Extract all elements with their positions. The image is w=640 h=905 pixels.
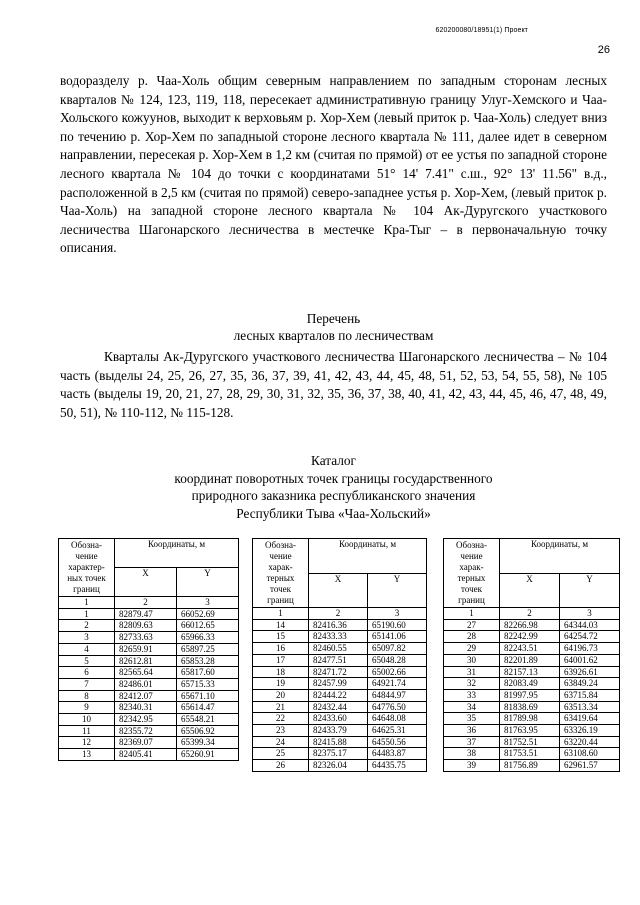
- y-coordinate: 66052.69: [177, 608, 239, 620]
- x-coordinate: 82733.63: [115, 632, 177, 644]
- header-label-line: границ: [458, 595, 485, 605]
- table-row: [253, 713, 427, 725]
- table-row: [444, 736, 620, 748]
- point-designation-header: [444, 539, 500, 608]
- table-row: [59, 643, 239, 655]
- table-row: [59, 678, 239, 690]
- point-designation-header: [253, 539, 309, 608]
- x-coordinate: 82486.01: [115, 678, 177, 690]
- y-coordinate: 64921.74: [368, 678, 427, 690]
- x-coordinate: 82659.91: [115, 643, 177, 655]
- table-row: [444, 725, 620, 737]
- x-coordinate: 81789.98: [500, 713, 560, 725]
- y-header: Y: [368, 573, 427, 608]
- heading-line: лесных кварталов по лесничествам: [233, 328, 434, 343]
- point-number: 5: [59, 655, 115, 667]
- y-header: Y: [177, 568, 239, 597]
- x-coordinate: 82405.41: [115, 749, 177, 761]
- point-number: 16: [253, 643, 309, 655]
- point-number: 10: [59, 714, 115, 726]
- y-coordinate: 63513.34: [560, 701, 620, 713]
- point-number: 37: [444, 736, 500, 748]
- point-number: 28: [444, 631, 500, 643]
- point-number: 22: [253, 713, 309, 725]
- y-coordinate: 64001.62: [560, 654, 620, 666]
- header-label-line: чение: [75, 551, 98, 561]
- table-row: [444, 678, 620, 690]
- y-coordinate: 65048.28: [368, 654, 427, 666]
- point-number: 26: [253, 760, 309, 772]
- x-coordinate: 82242.99: [500, 631, 560, 643]
- point-number: 34: [444, 701, 500, 713]
- y-coordinate: 64625.31: [368, 725, 427, 737]
- y-coordinate: 62961.57: [560, 760, 620, 772]
- x-coordinate: 81753.51: [500, 748, 560, 760]
- table-row: [59, 655, 239, 667]
- point-number: 32: [444, 678, 500, 690]
- column-index-cell: 2: [115, 597, 177, 609]
- table-row: [253, 748, 427, 760]
- point-number: 38: [444, 748, 500, 760]
- point-number: 1: [59, 608, 115, 620]
- coordinates-table-1: [58, 538, 239, 761]
- y-coordinate: 64844.97: [368, 689, 427, 701]
- table-row: [444, 760, 620, 772]
- point-number: 21: [253, 701, 309, 713]
- y-coordinate: 65260.91: [177, 749, 239, 761]
- table-row: [59, 714, 239, 726]
- table-header-row: [444, 539, 620, 574]
- heading-line: Перечень: [306, 311, 361, 326]
- x-header: X: [115, 568, 177, 597]
- quarters-list-heading: [60, 310, 607, 344]
- point-number: 3: [59, 632, 115, 644]
- y-coordinate: 63849.24: [560, 678, 620, 690]
- table-row: [59, 608, 239, 620]
- table-row: [253, 678, 427, 690]
- table-row: [444, 643, 620, 655]
- table-row: [253, 619, 427, 631]
- table-header-row: [59, 539, 239, 568]
- x-coordinate: 82809.63: [115, 620, 177, 632]
- point-number: 24: [253, 736, 309, 748]
- point-number: 39: [444, 760, 500, 772]
- coordinates-header: Координаты, м: [309, 539, 427, 574]
- header-label-line: ных точек: [67, 573, 106, 583]
- y-coordinate: 65671.10: [177, 690, 239, 702]
- header-label-line: Обозна-: [265, 540, 296, 550]
- column-index-row: [59, 597, 239, 609]
- table-row: [253, 725, 427, 737]
- table-row: [253, 643, 427, 655]
- column-index-cell: 1: [444, 608, 500, 620]
- table-row: [59, 749, 239, 761]
- table-row: [444, 654, 620, 666]
- point-number: 4: [59, 643, 115, 655]
- y-coordinate: 65817.60: [177, 667, 239, 679]
- heading-line: Каталог: [311, 453, 356, 468]
- boundary-description-paragraph: водоразделу р. Чаа-Холь общим северным направлением по западным сторонам лесных кварталов № 124, 123, 119, 118, пересекает административную границу Улуг-Хемского и Чаа-Хольского кожуунов, выходит к верховьям р. Хор-Хем (левый приток р. Чаа-Холь) следует вниз по течению р. Хор-Хем по западныой стороне лесного квартала № 111, далее идет в северном направлении, пересекая р. Хор-Хем в 1,2 км (считая по прямой) от ее устья по западной стороне лесного квартала № 104 до точки с координатами 51° 14' 7.41" с.ш., 92° 13' 11.56" в.д., расположенной в 2,5 км (считая по прямой) северо-западнее устья р. Хор-Хем, (левый приток р. Чаа-Холь) на западной стороне лесного квартала № 104 Ак-Дуругского участкового лесничества Шагонарского лесничества в местечке Кра-Тыг – в первоначальную точку описания.: [60, 73, 607, 256]
- y-coordinate: 64254.72: [560, 631, 620, 643]
- point-number: 23: [253, 725, 309, 737]
- table-row: [59, 632, 239, 644]
- y-coordinate: 65614.47: [177, 702, 239, 714]
- x-coordinate: 82201.89: [500, 654, 560, 666]
- x-coordinate: 81756.89: [500, 760, 560, 772]
- point-number: 33: [444, 689, 500, 701]
- table-row: [253, 631, 427, 643]
- coordinates-header: Координаты, м: [500, 539, 620, 574]
- table-row: [59, 620, 239, 632]
- point-number: 30: [444, 654, 500, 666]
- x-header: X: [309, 573, 368, 608]
- column-index-row: [253, 608, 427, 620]
- y-coordinate: 66012.65: [177, 620, 239, 632]
- heading-line: координат поворотных точек границы государственного: [174, 470, 493, 486]
- x-coordinate: 82477.51: [309, 654, 368, 666]
- point-number: 29: [444, 643, 500, 655]
- x-coordinate: 82415.88: [309, 736, 368, 748]
- table-row: [253, 760, 427, 772]
- x-coordinate: 82457.99: [309, 678, 368, 690]
- x-coordinate: 82444.22: [309, 689, 368, 701]
- y-coordinate: 64648.08: [368, 713, 427, 725]
- x-coordinate: 82355.72: [115, 725, 177, 737]
- table-row: [444, 748, 620, 760]
- table-row: [59, 667, 239, 679]
- header-label-line: терных: [457, 573, 486, 583]
- x-coordinate: 82565.64: [115, 667, 177, 679]
- x-coordinate: 82416.36: [309, 619, 368, 631]
- y-coordinate: 64550.56: [368, 736, 427, 748]
- y-coordinate: 63108.60: [560, 748, 620, 760]
- x-coordinate: 82266.98: [500, 619, 560, 631]
- column-index-row: [444, 608, 620, 620]
- y-coordinate: 65548.21: [177, 714, 239, 726]
- x-coordinate: 82340.31: [115, 702, 177, 714]
- point-number: 13: [59, 749, 115, 761]
- point-number: 6: [59, 667, 115, 679]
- x-coordinate: 82433.33: [309, 631, 368, 643]
- y-coordinate: 65506.92: [177, 725, 239, 737]
- point-number: 18: [253, 666, 309, 678]
- point-number: 31: [444, 666, 500, 678]
- coordinates-table-2: [252, 538, 427, 772]
- header-label-line: чение: [460, 551, 483, 561]
- point-number: 36: [444, 725, 500, 737]
- x-coordinate: 81763.95: [500, 725, 560, 737]
- table-row: [253, 666, 427, 678]
- column-index-cell: 1: [59, 597, 115, 609]
- x-coordinate: 82083.49: [500, 678, 560, 690]
- x-coordinate: 82157.13: [500, 666, 560, 678]
- table-row: [444, 689, 620, 701]
- y-coordinate: 65190.60: [368, 619, 427, 631]
- x-coordinate: 82375.17: [309, 748, 368, 760]
- column-index-cell: 2: [500, 608, 560, 620]
- x-header: X: [500, 573, 560, 608]
- x-coordinate: 81838.69: [500, 701, 560, 713]
- table-row: [253, 654, 427, 666]
- x-coordinate: 82612.81: [115, 655, 177, 667]
- header-label-line: харак-: [268, 562, 293, 572]
- point-number: 20: [253, 689, 309, 701]
- y-coordinate: 65966.33: [177, 632, 239, 644]
- document-id: 620200080/18951(1) Проект: [435, 27, 528, 34]
- column-index-cell: 3: [177, 597, 239, 609]
- column-index-cell: 3: [368, 608, 427, 620]
- y-coordinate: 65399.34: [177, 737, 239, 749]
- column-index-cell: 1: [253, 608, 309, 620]
- point-number: 7: [59, 678, 115, 690]
- table-row: [59, 737, 239, 749]
- y-coordinate: 64483.87: [368, 748, 427, 760]
- x-coordinate: 82460.55: [309, 643, 368, 655]
- y-coordinate: 64435.75: [368, 760, 427, 772]
- column-index-cell: 3: [560, 608, 620, 620]
- table-row: [444, 713, 620, 725]
- x-coordinate: 82342.95: [115, 714, 177, 726]
- point-number: 19: [253, 678, 309, 690]
- header-label-line: границ: [267, 595, 294, 605]
- y-coordinate: 64196.73: [560, 643, 620, 655]
- table-header-row: [253, 539, 427, 574]
- x-coordinate: 82369.07: [115, 737, 177, 749]
- header-label-line: Обозна-: [71, 540, 102, 550]
- point-number: 9: [59, 702, 115, 714]
- point-number: 8: [59, 690, 115, 702]
- point-number: 11: [59, 725, 115, 737]
- point-number: 17: [253, 654, 309, 666]
- y-coordinate: 63926.61: [560, 666, 620, 678]
- y-coordinate: 63419.64: [560, 713, 620, 725]
- point-number: 12: [59, 737, 115, 749]
- x-coordinate: 82433.60: [309, 713, 368, 725]
- y-coordinate: 63326.19: [560, 725, 620, 737]
- page-number: 26: [597, 44, 610, 56]
- heading-line: природного заказника республиканского значения: [191, 488, 476, 503]
- y-coordinate: 65853.28: [177, 655, 239, 667]
- x-coordinate: 82432.44: [309, 701, 368, 713]
- header-label-line: характер-: [68, 562, 105, 572]
- header-label-line: точек: [270, 584, 291, 594]
- y-coordinate: 65141.06: [368, 631, 427, 643]
- x-coordinate: 82326.04: [309, 760, 368, 772]
- table-row: [59, 725, 239, 737]
- x-coordinate: 82879.47: [115, 608, 177, 620]
- header-label-line: границ: [73, 584, 100, 594]
- table-row: [253, 689, 427, 701]
- table-row: [59, 690, 239, 702]
- table-row: [444, 619, 620, 631]
- y-coordinate: 65097.82: [368, 643, 427, 655]
- x-coordinate: 82243.51: [500, 643, 560, 655]
- coordinates-table-3: [443, 538, 620, 772]
- x-coordinate: 82412.07: [115, 690, 177, 702]
- coordinates-header: Координаты, м: [115, 539, 239, 568]
- point-number: 14: [253, 619, 309, 631]
- table-row: [444, 701, 620, 713]
- y-coordinate: 65715.33: [177, 678, 239, 690]
- header-label-line: харак-: [459, 562, 484, 572]
- header-label-line: терных: [266, 573, 295, 583]
- x-coordinate: 82433.79: [309, 725, 368, 737]
- y-coordinate: 64344.03: [560, 619, 620, 631]
- header-label-line: точек: [461, 584, 482, 594]
- point-number: 27: [444, 619, 500, 631]
- y-coordinate: 63220.44: [560, 736, 620, 748]
- quarters-list-paragraph: Кварталы Ак-Дуругского участкового лесничества Шагонарского лесничества – № 104 часть (выделы 24, 25, 26, 27, 35, 36, 37, 39, 41, 42, 43, 44, 45, 48, 51, 52, 53, 54, 55, 58), № 105 часть (выделы 19, 20, 21, 27, 28, 29, 30, 31, 32, 35, 36, 37, 38, 40, 41, 42, 43, 44, 45, 46, 47, 48, 49, 50, 51), № 110-112, № 115-128.: [60, 349, 607, 420]
- x-coordinate: 81752.51: [500, 736, 560, 748]
- header-label-line: Обозна-: [456, 540, 487, 550]
- point-number: 25: [253, 748, 309, 760]
- table-row: [253, 701, 427, 713]
- heading-line: Республики Тыва «Чаа-Хольский»: [236, 505, 431, 521]
- y-coordinate: 63715.84: [560, 689, 620, 701]
- point-number: 15: [253, 631, 309, 643]
- table-row: [444, 666, 620, 678]
- point-number: 2: [59, 620, 115, 632]
- point-number: 35: [444, 713, 500, 725]
- x-coordinate: 82471.72: [309, 666, 368, 678]
- catalog-heading: [60, 452, 607, 522]
- column-index-cell: 2: [309, 608, 368, 620]
- point-designation-header: [59, 539, 115, 597]
- table-row: [253, 736, 427, 748]
- y-coordinate: 65002.66: [368, 666, 427, 678]
- y-coordinate: 65897.25: [177, 643, 239, 655]
- header-label-line: чение: [269, 551, 292, 561]
- y-coordinate: 64776.50: [368, 701, 427, 713]
- y-header: Y: [560, 573, 620, 608]
- table-row: [444, 631, 620, 643]
- x-coordinate: 81997.95: [500, 689, 560, 701]
- table-row: [59, 702, 239, 714]
